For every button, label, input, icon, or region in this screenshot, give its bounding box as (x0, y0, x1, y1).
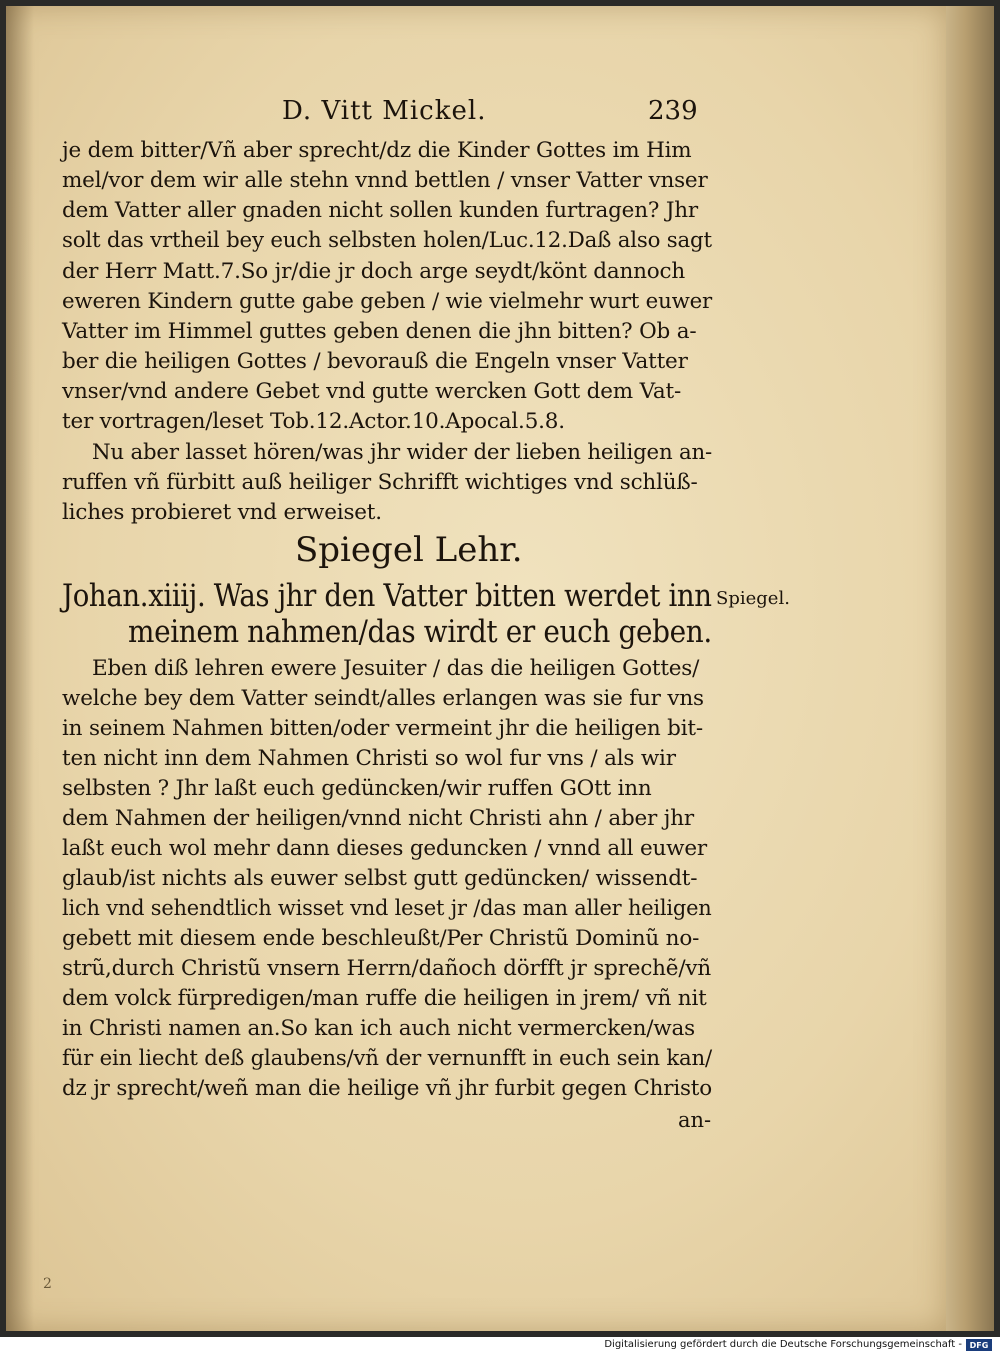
text-line: lich vnd sehendtlich wisset vnd leset jr /das man aller heiligen (62, 896, 712, 921)
text-line: glaub/ist nichts als euwer selbst gutt gedüncken/ wissendt- (62, 866, 698, 891)
text-line: ten nicht inn dem Nahmen Christi so wol fur vns / als wir (62, 746, 676, 771)
text-line: Nu aber lasset hören/was jhr wider der lieben heiligen an- (92, 440, 713, 465)
text-line: selbsten ? Jhr laßt euch gedüncken/wir ruffen GOtt inn (62, 776, 652, 801)
text-line: dem volck fürpredigen/man ruffe die heiligen in jrem/ vñ nit (62, 986, 707, 1011)
text-line: eweren Kindern gutte gabe geben / wie vielmehr wurt euwer (62, 289, 713, 314)
text-line: in Christi namen an.So kan ich auch nicht vermercken/was (62, 1016, 695, 1041)
scripture-quote: Johan.xiiij. Was jhr den Vatter bitten werdet inn (62, 578, 712, 614)
text-line: dem Nahmen der heiligen/vnnd nicht Christi ahn / aber jhr (62, 806, 694, 831)
catchword: an- (678, 1108, 712, 1132)
scripture-quote: meinem nahmen/das wirdt er euch geben. (128, 614, 712, 650)
page-edge (946, 6, 994, 1331)
running-header: D. Vitt Mickel. (282, 96, 487, 126)
margin-mark: 2 (43, 1276, 52, 1292)
page-number: 239 (648, 96, 698, 126)
funding-credit: Digitalisierung gefördert durch die Deutsche Forschungsgemeinschaft - (604, 1339, 962, 1350)
text-line: ter vortragen/leset Tob.12.Actor.10.Apocal.5.8. (62, 409, 565, 434)
text-line: vnser/vnd andere Gebet vnd gutte wercken Gott dem Vat- (62, 379, 682, 404)
text-line: Vatter im Himmel guttes geben denen die jhn bitten? Ob a- (62, 319, 697, 344)
text-line: solt das vrtheil bey euch selbsten holen/Luc.12.Daß also sagt (62, 228, 712, 253)
spine-shadow (6, 6, 34, 1331)
text-line: dz jr sprecht/weñ man die heilige vñ jhr furbit gegen Christo (62, 1076, 712, 1101)
text-line: dem Vatter aller gnaden nicht sollen kunden furtragen? Jhr (62, 198, 698, 223)
text-line: der Herr Matt.7.So jr/die jr doch arge seydt/könt dannoch (62, 259, 685, 284)
text-line: je dem bitter/Vñ aber sprecht/dz die Kinder Gottes im Him (62, 138, 692, 163)
text-line: strũ,durch Christũ vnsern Herrn/dañoch dörfft jr sprechẽ/vñ (62, 956, 711, 981)
text-line: mel/vor dem wir alle stehn vnnd bettlen / vnser Vatter vnser (62, 168, 708, 193)
text-line: in seinem Nahmen bitten/oder vermeint jhr die heiligen bit- (62, 716, 703, 741)
text-line: welche bey dem Vatter seindt/alles erlangen was sie fur vns (62, 686, 704, 711)
text-line: für ein liecht deß glaubens/vñ der vernunfft in euch sein kan/ (62, 1046, 712, 1071)
text-line: ruffen vñ fürbitt auß heiliger Schrifft wichtiges vnd schlüß- (62, 470, 698, 495)
text-line: ber die heiligen Gottes / bevorauß die Engeln vnser Vatter (62, 349, 688, 374)
text-line: liches probieret vnd erweiset. (62, 500, 382, 525)
digitization-footer (0, 1337, 1000, 1354)
text-line: laßt euch wol mehr dann dieses geduncken / vnnd all euwer (62, 836, 707, 861)
dfg-logo: DFG (966, 1339, 992, 1351)
marginal-note: Spiegel. (716, 588, 790, 609)
section-heading: Spiegel Lehr. (295, 530, 523, 570)
text-line: Eben diß lehren ewere Jesuiter / das die heiligen Gottes/ (92, 656, 700, 681)
text-line: gebett mit diesem ende beschleußt/Per Christũ Dominũ no- (62, 926, 700, 951)
